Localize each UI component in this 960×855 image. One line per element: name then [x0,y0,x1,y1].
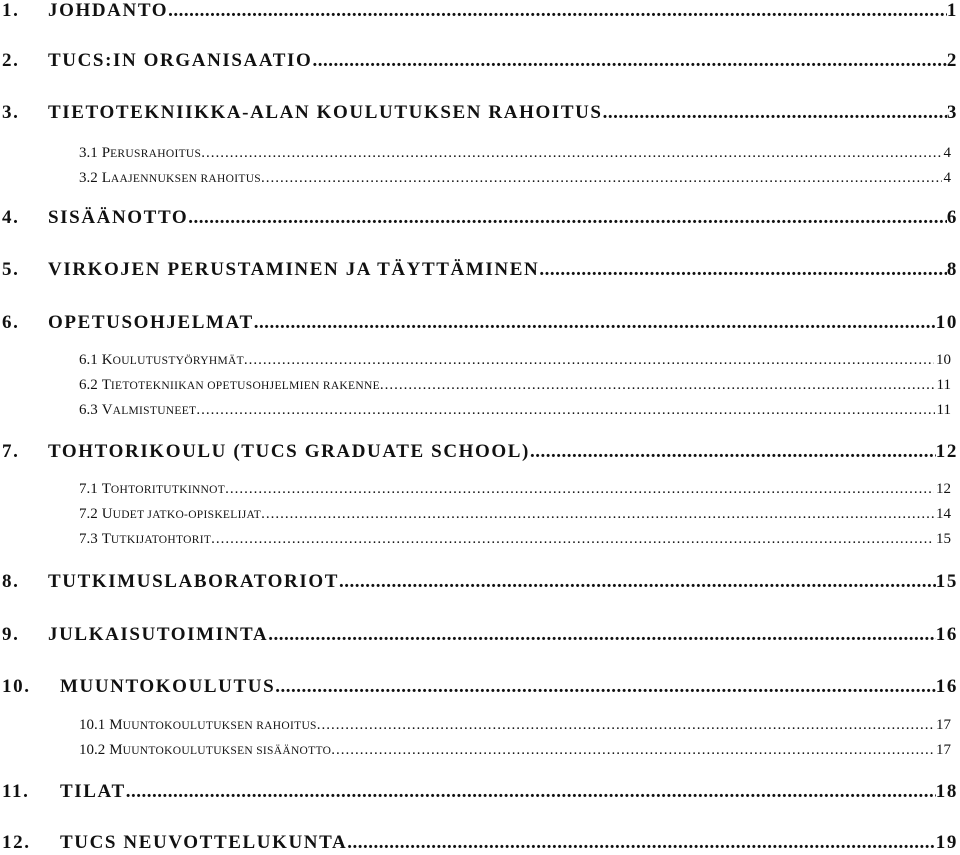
toc-entry-title: SISÄÄNOTTO [48,207,189,228]
toc-entry-8[interactable] [0,571,960,593]
toc-entry-number: 8. [2,571,20,592]
toc-entry-title: TILAT [60,781,126,802]
toc-entry-title: JULKAISUTOIMINTA [48,624,269,645]
toc-entry-title: VIRKOJEN PERUSTAMINEN JA TÄYTTÄMINEN [48,259,540,280]
leader-dots [331,742,934,759]
toc-entry-12[interactable] [0,832,960,854]
toc-entry-title: JOHDANTO [48,0,169,21]
toc-entry-1[interactable] [0,0,960,22]
toc-entry-title: TUCS:IN ORGANISAATIO [48,50,313,71]
toc-entry-page: 19 [935,832,958,853]
toc-entry-title: PERUSRAHOITUS [101,145,202,161]
toc-subentry-7-3[interactable] [0,531,960,548]
toc-entry-page: 11 [936,377,951,393]
leader-dots [312,50,946,72]
toc-entry-title: TUTKIJATOHTORIT [101,531,212,547]
toc-entry-number: 11. [2,781,30,802]
toc-entry-number: 10. [2,676,31,697]
leader-dots [126,781,936,803]
toc-entry-page: 15 [935,571,958,592]
toc-entry-number: 3.2 [79,170,98,186]
toc-entry-10[interactable] [0,676,960,698]
toc-entry-page: 1 [946,0,958,21]
toc-entry-page: 4 [943,170,951,186]
leader-dots [268,624,936,646]
toc-subentry-7-1[interactable] [0,481,960,498]
leader-dots [275,676,936,698]
toc-entry-page: 17 [936,717,951,733]
toc-entry-title: UUDET JATKO-OPISKELIJAT [101,506,262,522]
toc-entry-page: 12 [936,481,951,497]
leader-dots [168,0,947,22]
toc-entry-page: 18 [935,781,958,802]
leader-dots [603,102,947,124]
leader-dots [380,377,935,394]
toc-entry-title: KOULUTUSTYÖRYHMÄT [101,352,244,368]
leader-dots [539,259,947,281]
toc-entry-page: 15 [936,531,951,547]
toc-entry-title: TUTKIMUSLABORATORIOT [48,571,340,592]
leader-dots [188,207,947,229]
toc-entry-9[interactable] [0,624,960,646]
leader-dots [201,145,941,162]
toc-entry-6[interactable] [0,312,960,334]
toc-entry-2[interactable] [0,50,960,72]
toc-entry-number: 5. [2,259,20,280]
leader-dots [254,312,936,334]
toc-entry-page: 8 [946,259,958,280]
toc-entry-page: 2 [946,50,958,71]
toc-entry-number: 12. [2,832,31,853]
toc-entry-page: 4 [943,145,951,161]
toc-entry-number: 7.1 [79,481,98,497]
toc-entry-number: 6.1 [79,352,98,368]
toc-subentry-3-2[interactable] [0,170,960,187]
toc-entry-page: 11 [936,402,951,418]
toc-entry-number: 7.2 [79,506,98,522]
toc-entry-title: TIETOTEKNIIKKA-ALAN KOULUTUKSEN RAHOITUS [48,102,603,123]
toc-entry-page: 16 [935,676,958,697]
leader-dots [225,481,934,498]
toc-entry-title: MUUNTOKOULUTUKSEN SISÄÄNOTTO [109,742,332,758]
leader-dots [347,832,936,854]
toc-entry-title: TUCS NEUVOTTELUKUNTA [60,832,348,853]
toc-subentry-10-1[interactable] [0,717,960,734]
toc-entry-page: 3 [946,102,958,123]
toc-entry-title: TOHTORITUTKINNOT [101,481,226,497]
toc-subentry-7-2[interactable] [0,506,960,523]
toc-subentry-6-2[interactable] [0,377,960,394]
toc-entry-number: 6. [2,312,20,333]
leader-dots [211,531,934,548]
toc-entry-title: LAAJENNUKSEN RAHOITUS [101,170,261,186]
toc-entry-page: 12 [935,441,958,462]
leader-dots [317,717,934,734]
toc-entry-page: 17 [936,742,951,758]
toc-subentry-10-2[interactable] [0,742,960,759]
toc-entry-number: 4. [2,207,20,228]
toc-subentry-6-1[interactable] [0,352,960,369]
toc-entry-title: TIETOTEKNIIKAN OPETUSOHJELMIEN RAKENNE [101,377,380,393]
toc-entry-number: 3. [2,102,20,123]
toc-entry-number: 2. [2,50,20,71]
toc-subentry-6-3[interactable] [0,402,960,419]
leader-dots [244,352,934,369]
toc-subentry-3-1[interactable] [0,145,960,162]
leader-dots [261,170,942,187]
toc-entry-number: 6.2 [79,377,98,393]
leader-dots [339,571,936,593]
toc-entry-number: 10.2 [79,742,106,758]
leader-dots [530,441,936,463]
toc-entry-number: 6.3 [79,402,98,418]
toc-entry-page: 10 [935,312,958,333]
toc-entry-11[interactable] [0,781,960,803]
toc-entry-page: 10 [936,352,951,368]
toc-entry-number: 9. [2,624,20,645]
toc-entry-page: 6 [946,207,958,228]
toc-entry-3[interactable] [0,102,960,124]
toc-entry-page: 16 [935,624,958,645]
toc-entry-page: 14 [936,506,951,522]
toc-entry-7[interactable] [0,441,960,463]
toc-entry-4[interactable] [0,207,960,229]
toc-entry-number: 7. [2,441,20,462]
toc-entry-title: OPETUSOHJELMAT [48,312,254,333]
toc-entry-title: TOHTORIKOULU (TUCS GRADUATE SCHOOL) [48,441,530,462]
toc-entry-number: 10.1 [79,717,106,733]
toc-entry-title: VALMISTUNEET [101,402,197,418]
toc-entry-5[interactable] [0,259,960,281]
toc-entry-title: MUUNTOKOULUTUKSEN RAHOITUS [109,717,317,733]
toc-entry-number: 1. [2,0,20,21]
toc-entry-number: 3.1 [79,145,98,161]
toc-entry-title: MUUNTOKOULUTUS [60,676,276,697]
leader-dots [261,506,934,523]
toc-entry-number: 7.3 [79,531,98,547]
leader-dots [196,402,934,419]
